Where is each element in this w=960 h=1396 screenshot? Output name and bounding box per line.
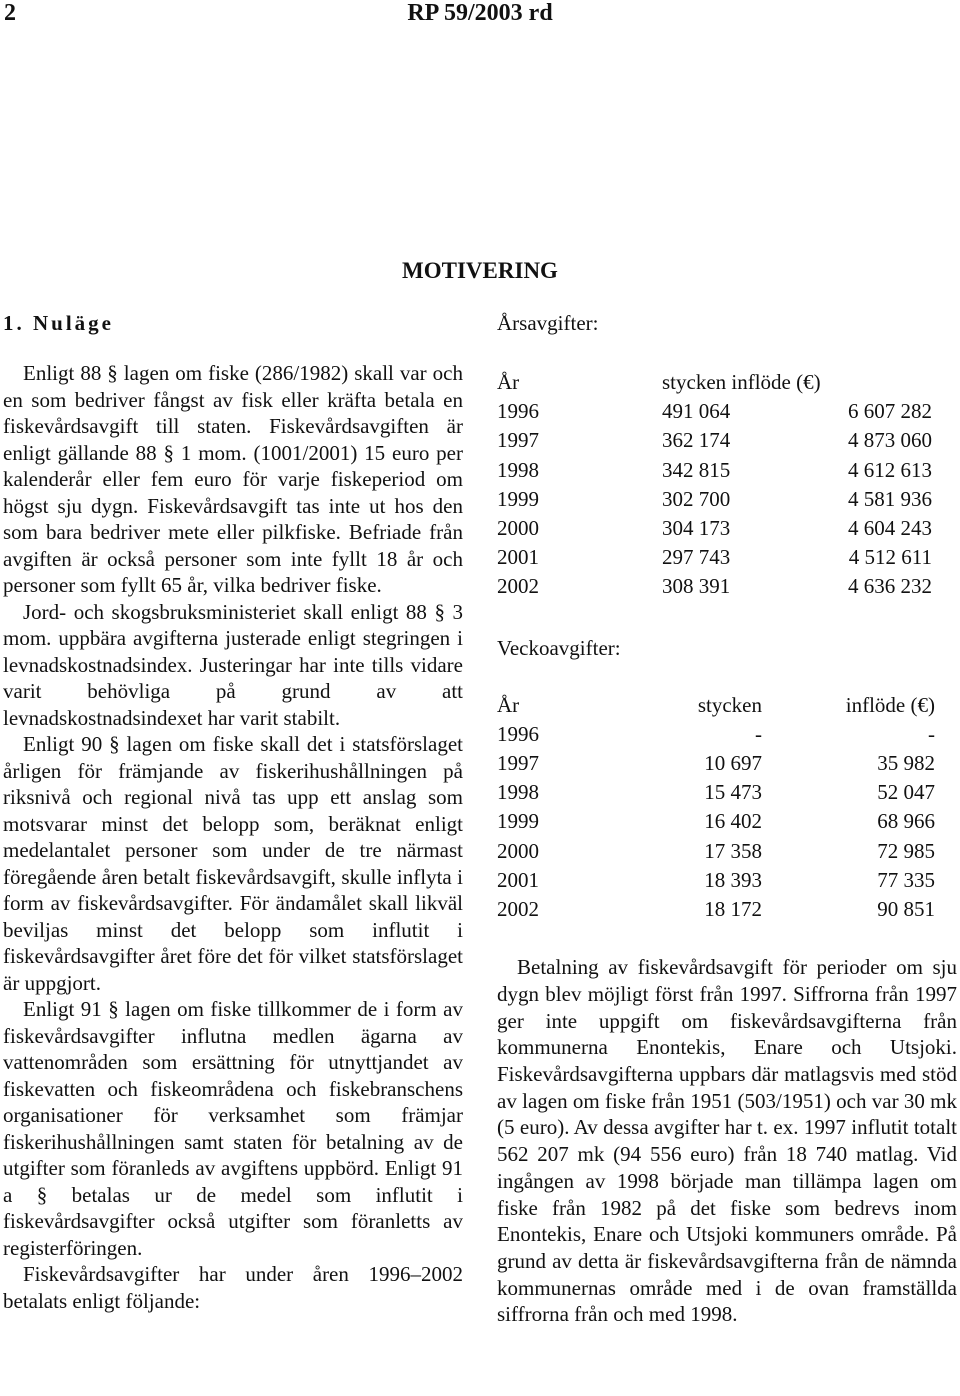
table-cell: 1996 xyxy=(497,399,539,424)
table-row xyxy=(497,778,935,807)
table-row xyxy=(497,397,932,426)
table-header-row xyxy=(497,368,932,397)
table-cell: 6 607 282 xyxy=(848,399,932,424)
table-cell: 77 335 xyxy=(877,867,935,892)
table-cell: 1997 xyxy=(497,751,539,776)
table-cell: 52 047 xyxy=(877,780,935,805)
table-cell: 15 473 xyxy=(704,780,762,805)
weekly-fees-table xyxy=(497,691,935,925)
table-cell: 72 985 xyxy=(877,838,935,863)
table-cell: 16 402 xyxy=(704,809,762,834)
table-row xyxy=(497,572,932,601)
table-row xyxy=(497,456,932,485)
table-cell: 1999 xyxy=(497,486,539,511)
table-row xyxy=(497,749,935,778)
section-title: MOTIVERING xyxy=(402,258,558,283)
table-row xyxy=(497,426,932,455)
table-header-cell: År xyxy=(497,370,520,394)
table-header-cell: stycken xyxy=(697,692,762,717)
table-cell: 1996 xyxy=(497,721,539,746)
table-cell: 35 982 xyxy=(877,751,935,776)
table-cell: 4 512 611 xyxy=(848,545,932,570)
table-cell: 4 604 243 xyxy=(848,516,932,541)
table-header-row xyxy=(497,691,935,720)
table-cell: 304 173 xyxy=(662,516,731,541)
table-cell: 18 393 xyxy=(704,867,762,892)
table-cell: 10 697 xyxy=(704,751,762,776)
table-cell: 2002 xyxy=(497,574,539,599)
table-cell: 491 064 xyxy=(662,399,731,424)
table-cell: 1997 xyxy=(497,428,539,453)
paragraph: Jord- och skogsbruksministeriet skall enligt 88 § 3 mom. uppbära avgifterna justerade enligt stegringen i levnadskostnadsindex. Justeringar har inte tills vidare varit behövliga på grund av att levnadskostnadsindexet har varit stabilt. xyxy=(3,599,463,730)
table-cell: - xyxy=(755,721,762,746)
page-header xyxy=(0,0,960,30)
table-cell: 1999 xyxy=(497,809,539,834)
document-id: RP 59/2003 rd xyxy=(407,0,553,26)
table-cell: - xyxy=(928,721,935,746)
paragraph: Enligt 91 § lagen om fiske tillkommer de i form av fiskevårdsavgifter influtna medlen ägarna av vattenområden som ersättning för utnyttjandet av fiskevatten och fiskeområdena och fiskebranschens organisationer för verksamhet som främjar fiskerihushållningen samt staten för betalning av de utgifter som föranleds av avgiftens uppbörd. Enligt 91 a § betalas ur de medel som influtit i fiskevårdsavgifter också utgifter som föranletts av registerföringen. xyxy=(3,997,463,1260)
table-header-cell: stycken inflöde (€) xyxy=(662,370,821,394)
table-cell: 362 174 xyxy=(662,428,731,453)
table-cell: 2000 xyxy=(497,516,539,541)
table-header-cell: inflöde (€) xyxy=(845,692,935,717)
table-row xyxy=(497,485,932,514)
table-cell: 342 815 xyxy=(662,457,731,482)
table-header-cell: År xyxy=(497,692,520,717)
table-cell: 68 966 xyxy=(877,809,935,834)
table-cell: 297 743 xyxy=(662,545,731,570)
weekly-fees-label: Veckoavgifter: xyxy=(497,635,621,660)
table-row xyxy=(497,514,932,543)
left-column xyxy=(3,310,463,1314)
table-cell: 4 581 936 xyxy=(848,486,932,511)
table-cell: 4 636 232 xyxy=(848,574,932,599)
annual-fees-label: Årsavgifter: xyxy=(497,311,599,335)
annual-fees-table xyxy=(497,368,932,602)
table-cell: 18 172 xyxy=(704,897,762,922)
table-cell: 2001 xyxy=(497,545,539,570)
table-row xyxy=(497,807,935,836)
table-cell: 90 851 xyxy=(877,897,935,922)
page-number: 2 xyxy=(4,0,16,26)
table-row xyxy=(497,866,935,895)
table-cell: 2000 xyxy=(497,838,539,863)
paragraph: Fiskevårdsavgifter har under åren 1996–2002 betalats enligt följande: xyxy=(3,1262,463,1313)
table-cell: 2002 xyxy=(497,897,539,922)
table-cell: 17 358 xyxy=(704,838,762,863)
section-heading: 1. Nuläge xyxy=(3,311,114,335)
table-row xyxy=(497,720,935,749)
table-cell: 2001 xyxy=(497,867,539,892)
right-column xyxy=(497,310,957,1328)
table-cell: 1998 xyxy=(497,780,539,805)
table-row xyxy=(497,543,932,572)
table-cell: 1998 xyxy=(497,457,539,482)
paragraph: Enligt 88 § lagen om fiske (286/1982) skall var och en som bedriver fångst av fisk eller kräfta betala en fiskevårdsavgift till staten. Fiskevårdsavgiften är enligt gällande 88 § 1 mom. (1001/2001) 15 euro per kalenderår eller fem euro för varje fiskeperiod om högst sju dygn. Fiskevårdsavgift tas inte ut hos den som bara bedriver mete eller pilkfiske. Befriade från avgiften är också personer som inte fyllt 18 år och personer som fyllt 65 år, vilka bedriver fiske. xyxy=(3,361,463,597)
table-cell: 4 873 060 xyxy=(848,428,932,453)
paragraph: Betalning av fiskevårdsavgift för perioder om sju dygn blev möjligt först från 1997. Siffrorna från 1997 ger inte uppgift om fiskevårdsavgifterna från kommunerna Enontekis, Enare och Utsjoki. Fiskevårdsavgifterna uppbars där matlagsvis med stöd av lagen om fiske från 1951 (503/1951) och var 30 mk (5 euro). Av dessa avgifter har t. ex. 1997 influtit totalt 562 207 mk (94 556 euro) från 18 740 matlag. Vid ingången av 1998 började man tillämpa lagen om fiske från 1982 på det fiske som bedrevs inom Enontekis, Enare och Utsjoki kommuners område. På grund av detta är fiskevårdsavgifterna från de nämnda kommunernas område med i de ovan framställda siffrorna från och med 1998. xyxy=(497,955,957,1327)
paragraph: Enligt 90 § lagen om fiske skall det i statsförslaget årligen för främjande av fiskerihushållningen på riksnivå och regional nivå tas upp ett anslag som motsvarar minst det belopp som, beräknat enligt medelantalet personer som under de tre närmast föregående åren betalt fiskevårdsavgift, skulle inflyta i form av fiskevårdsavgifter. För ändamålet skall likväl beviljas minst det belopp som influtit i fiskevårdsavgifter året före det för vilket statsförslaget är uppgjort. xyxy=(3,732,463,995)
table-cell: 302 700 xyxy=(662,486,731,511)
table-row xyxy=(497,837,935,866)
table-cell: 308 391 xyxy=(662,574,731,599)
table-row xyxy=(497,895,935,924)
table-cell: 4 612 613 xyxy=(848,457,932,482)
